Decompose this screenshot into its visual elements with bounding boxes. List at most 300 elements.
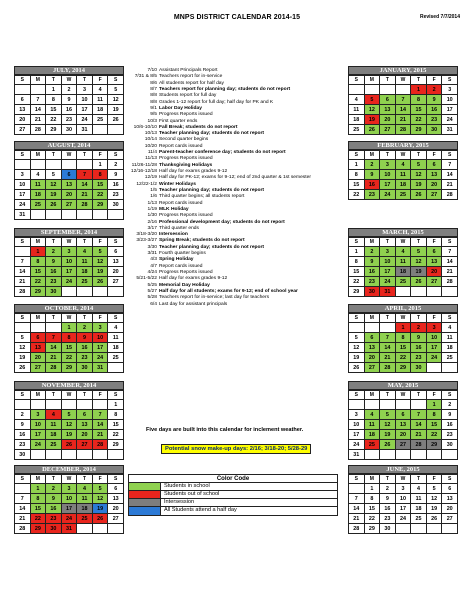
- day-cell: 17: [30, 430, 46, 440]
- event-date: 6/4: [150, 301, 157, 307]
- day-cell: 22: [61, 353, 77, 363]
- empty-day-cell: [92, 400, 108, 410]
- empty-day-cell: [349, 323, 365, 333]
- weekday-header: S: [442, 238, 458, 247]
- day-cell: 27: [426, 190, 442, 200]
- day-cell: 7: [46, 333, 62, 343]
- day-cell: 30: [46, 524, 62, 534]
- day-cell: 22: [411, 115, 427, 125]
- event-text: Professional development day; students do not report: [159, 219, 285, 225]
- weekday-header: M: [30, 391, 46, 400]
- legend-swatch-in-school: [129, 483, 161, 490]
- week-row: [349, 343, 458, 353]
- event-text: Half day for PK-12; exams for 9-12; end of 2nd quarter & 1st semester: [159, 175, 311, 181]
- day-cell: 26: [61, 440, 77, 450]
- day-cell: 7: [442, 247, 458, 257]
- day-cell: 24: [380, 190, 396, 200]
- week-row: [349, 494, 458, 504]
- month-calendar: [348, 465, 458, 534]
- event-text: Grades 1-12 report for full day; half day for PK and K: [159, 99, 274, 105]
- month-calendar: [14, 141, 124, 220]
- day-cell: 24: [61, 514, 77, 524]
- event-text: Assistant Principals Report: [159, 68, 218, 73]
- week-row: [349, 484, 458, 494]
- event-text: Teachers report for planning day; students do not report: [159, 86, 291, 92]
- day-cell: 1: [30, 484, 46, 494]
- day-cell: 20: [426, 180, 442, 190]
- day-cell: 5: [411, 160, 427, 170]
- day-cell: 10: [30, 420, 46, 430]
- week-row: [15, 115, 124, 125]
- event-text: Students report for full day: [159, 93, 217, 99]
- empty-day-cell: [46, 400, 62, 410]
- empty-day-cell: [30, 400, 46, 410]
- weekday-header: S: [349, 314, 365, 323]
- day-cell: 26: [426, 514, 442, 524]
- day-cell: 12: [108, 95, 124, 105]
- legend-label: All Students attend a half day: [164, 507, 237, 513]
- day-cell: 30: [364, 287, 380, 297]
- day-cell: 14: [15, 504, 31, 514]
- day-cell: 24: [395, 514, 411, 524]
- day-cell: 3: [92, 323, 108, 333]
- month-calendar: [348, 228, 458, 297]
- day-cell: 18: [395, 267, 411, 277]
- day-cell: 29: [364, 524, 380, 534]
- day-cell: 27: [364, 363, 380, 373]
- weekday-header: T: [46, 151, 62, 160]
- weekday-header: M: [30, 314, 46, 323]
- legend-label: Intersession: [164, 499, 195, 505]
- empty-day-cell: [108, 524, 124, 534]
- event-date: 10/3: [147, 118, 157, 124]
- day-cell: 23: [61, 115, 77, 125]
- day-cell: 28: [15, 524, 31, 534]
- week-row: [15, 323, 124, 333]
- day-cell: 3: [77, 85, 93, 95]
- day-cell: 12: [92, 494, 108, 504]
- week-row: [15, 514, 124, 524]
- empty-day-cell: [364, 323, 380, 333]
- day-cell: 13: [380, 105, 396, 115]
- weekday-header: W: [61, 238, 77, 247]
- empty-day-cell: [15, 400, 31, 410]
- day-cell: 19: [15, 353, 31, 363]
- day-cell: 12: [426, 494, 442, 504]
- day-cell: 7: [30, 95, 46, 105]
- day-cell: 31: [349, 450, 365, 460]
- empty-day-cell: [442, 450, 458, 460]
- empty-day-cell: [46, 210, 62, 220]
- day-cell: 31: [380, 287, 396, 297]
- day-cell: 12: [92, 257, 108, 267]
- month-header: APRIL, 2015: [348, 304, 458, 313]
- day-cell: 19: [364, 115, 380, 125]
- weekday-header: F: [426, 314, 442, 323]
- weekday-header: S: [442, 475, 458, 484]
- day-cell: 5: [46, 170, 62, 180]
- empty-day-cell: [426, 524, 442, 534]
- day-cell: 21: [380, 353, 396, 363]
- day-cell: 2: [46, 484, 62, 494]
- weekday-header: T: [46, 238, 62, 247]
- weekday-header: S: [442, 314, 458, 323]
- day-cell: 6: [15, 95, 31, 105]
- weekday-header: F: [92, 391, 108, 400]
- day-cell: 27: [77, 440, 93, 450]
- empty-day-cell: [108, 287, 124, 297]
- weekday-header: S: [349, 391, 365, 400]
- empty-day-cell: [380, 400, 396, 410]
- day-cell: 31: [442, 125, 458, 135]
- week-row: [15, 430, 124, 440]
- day-cell: 17: [349, 430, 365, 440]
- day-cell: 26: [92, 514, 108, 524]
- day-cell: 18: [30, 190, 46, 200]
- inclement-weather-note: Five days are built into this calendar for inclement weather.: [146, 427, 304, 433]
- month-calendar: [348, 304, 458, 373]
- week-row: [349, 257, 458, 267]
- day-cell: 24: [30, 440, 46, 450]
- day-cell: 4: [108, 323, 124, 333]
- day-cell: 15: [426, 420, 442, 430]
- week-row: [349, 105, 458, 115]
- day-cell: 25: [77, 514, 93, 524]
- day-cell: 12: [349, 343, 365, 353]
- day-cell: 21: [77, 190, 93, 200]
- day-cell: 29: [30, 287, 46, 297]
- week-row: [15, 494, 124, 504]
- day-cell: 18: [46, 430, 62, 440]
- day-cell: 9: [77, 333, 93, 343]
- day-cell: 13: [364, 343, 380, 353]
- event-text: Half day for exams grades 9-12: [159, 276, 228, 282]
- event-text: Progress Reports issued: [159, 270, 213, 275]
- month-header: OCTOBER, 2014: [14, 304, 124, 313]
- day-cell: 3: [380, 247, 396, 257]
- month-calendar: [348, 66, 458, 135]
- empty-day-cell: [108, 210, 124, 220]
- day-cell: 19: [411, 267, 427, 277]
- day-cell: 14: [411, 420, 427, 430]
- empty-day-cell: [349, 400, 365, 410]
- event-date: 10/20: [144, 143, 157, 149]
- event-text: Thanksgiving Holidays: [159, 162, 213, 168]
- week-row: [15, 287, 124, 297]
- day-cell: 12: [380, 420, 396, 430]
- week-row: [15, 524, 124, 534]
- day-cell: 30: [46, 287, 62, 297]
- day-cell: 6: [108, 484, 124, 494]
- event-date: 11/13: [145, 156, 157, 162]
- empty-day-cell: [108, 363, 124, 373]
- event-date: 9/5: [150, 112, 157, 118]
- day-cell: 28: [442, 277, 458, 287]
- day-cell: 26: [364, 125, 380, 135]
- event-date: 10/13: [144, 131, 157, 137]
- day-cell: 17: [77, 105, 93, 115]
- day-cell: 4: [77, 484, 93, 494]
- event-date: 3/17: [147, 225, 157, 231]
- day-cell: 24: [77, 115, 93, 125]
- weekday-header: F: [426, 391, 442, 400]
- day-cell: 18: [395, 180, 411, 190]
- day-cell: 6: [364, 333, 380, 343]
- day-cell: 19: [411, 180, 427, 190]
- empty-day-cell: [77, 400, 93, 410]
- week-row: [15, 267, 124, 277]
- day-cell: 23: [15, 440, 31, 450]
- day-cell: 3: [426, 323, 442, 333]
- weekday-header: M: [364, 475, 380, 484]
- day-cell: 8: [411, 95, 427, 105]
- day-cell: 2: [364, 160, 380, 170]
- week-row: [15, 400, 124, 410]
- day-cell: 7: [15, 494, 31, 504]
- weekday-header: S: [108, 238, 124, 247]
- empty-day-cell: [46, 450, 62, 460]
- weekday-header: F: [92, 475, 108, 484]
- day-cell: 23: [426, 115, 442, 125]
- day-cell: 22: [92, 190, 108, 200]
- empty-day-cell: [108, 450, 124, 460]
- event-date: 11/26-11/28: [131, 162, 157, 168]
- day-cell: 24: [349, 440, 365, 450]
- weekday-header: T: [411, 475, 427, 484]
- event-date: 12/19: [144, 175, 157, 181]
- day-cell: 26: [411, 277, 427, 287]
- day-cell: 30: [442, 440, 458, 450]
- day-cell: 14: [395, 105, 411, 115]
- empty-day-cell: [426, 450, 442, 460]
- legend-swatch-half-day: [129, 507, 161, 515]
- week-row: [15, 440, 124, 450]
- event-date: 3/18-3/20: [136, 232, 157, 238]
- day-cell: 28: [349, 524, 365, 534]
- week-row: [15, 200, 124, 210]
- day-cell: 29: [411, 125, 427, 135]
- week-row: [15, 247, 124, 257]
- event-text: Progress Reports issued: [159, 156, 213, 162]
- day-cell: 23: [46, 514, 62, 524]
- weekday-header: T: [380, 151, 396, 160]
- day-cell: 19: [349, 353, 365, 363]
- day-cell: 25: [46, 440, 62, 450]
- day-cell: 9: [426, 95, 442, 105]
- empty-day-cell: [92, 450, 108, 460]
- event-text: Last day for assistant principals: [159, 301, 228, 307]
- day-cell: 24: [61, 277, 77, 287]
- day-cell: 26: [411, 190, 427, 200]
- week-row: [349, 125, 458, 135]
- day-cell: 27: [108, 514, 124, 524]
- day-cell: 13: [426, 170, 442, 180]
- day-cell: 29: [349, 287, 365, 297]
- day-cell: 27: [426, 277, 442, 287]
- weekday-header: T: [411, 238, 427, 247]
- week-row: [15, 353, 124, 363]
- weekday-header: M: [30, 76, 46, 85]
- event-text: Report cards issued: [159, 200, 203, 206]
- day-cell: 28: [380, 363, 396, 373]
- day-cell: 24: [15, 200, 31, 210]
- weekday-header: M: [364, 314, 380, 323]
- day-cell: 14: [442, 257, 458, 267]
- week-row: [349, 333, 458, 343]
- event-text: Third quarter begins; all students report: [159, 194, 245, 200]
- day-cell: 17: [380, 267, 396, 277]
- day-cell: 30: [77, 363, 93, 373]
- day-cell: 15: [30, 267, 46, 277]
- legend-row: [129, 491, 337, 499]
- day-cell: 25: [92, 115, 108, 125]
- day-cell: 21: [15, 514, 31, 524]
- day-cell: 15: [349, 267, 365, 277]
- day-cell: 21: [349, 514, 365, 524]
- event-text: Progress Reports issued: [159, 213, 213, 219]
- day-cell: 27: [380, 125, 396, 135]
- day-cell: 24: [380, 277, 396, 287]
- empty-day-cell: [30, 85, 46, 95]
- weekday-header: F: [426, 238, 442, 247]
- month-header: MARCH, 2015: [348, 228, 458, 237]
- event-date: 1/30: [147, 213, 157, 219]
- day-cell: 23: [77, 353, 93, 363]
- day-cell: 28: [395, 125, 411, 135]
- day-cell: 13: [426, 257, 442, 267]
- day-cell: 30: [108, 200, 124, 210]
- week-row: [349, 95, 458, 105]
- day-cell: 25: [364, 440, 380, 450]
- empty-day-cell: [92, 524, 108, 534]
- day-cell: 25: [395, 190, 411, 200]
- event-text: Teachers report for in-service: [159, 74, 223, 80]
- day-cell: 14: [380, 343, 396, 353]
- day-cell: 16: [15, 430, 31, 440]
- day-cell: 4: [349, 95, 365, 105]
- week-row: [15, 85, 124, 95]
- event-date: 5/25: [147, 282, 157, 288]
- day-cell: 17: [61, 504, 77, 514]
- empty-day-cell: [395, 85, 411, 95]
- day-cell: 22: [349, 277, 365, 287]
- day-cell: 17: [442, 105, 458, 115]
- empty-day-cell: [395, 287, 411, 297]
- day-cell: 12: [46, 180, 62, 190]
- day-cell: 8: [426, 410, 442, 420]
- day-cell: 15: [61, 343, 77, 353]
- event-date: 7/31 & 8/5: [134, 74, 157, 80]
- weekday-header: S: [15, 151, 31, 160]
- day-cell: 31: [77, 125, 93, 135]
- month-header: MAY, 2015: [348, 381, 458, 390]
- week-row: [15, 343, 124, 353]
- day-cell: 27: [15, 125, 31, 135]
- empty-day-cell: [30, 450, 46, 460]
- day-cell: 20: [380, 115, 396, 125]
- month-header: AUGUST, 2014: [14, 141, 124, 150]
- week-row: [349, 440, 458, 450]
- day-cell: 1: [349, 160, 365, 170]
- day-cell: 9: [108, 170, 124, 180]
- day-cell: 11: [92, 95, 108, 105]
- day-cell: 4: [92, 85, 108, 95]
- day-cell: 10: [426, 333, 442, 343]
- day-cell: 14: [15, 267, 31, 277]
- event-date: 3/23-3/27: [136, 238, 157, 244]
- day-cell: 2: [380, 484, 396, 494]
- weekday-header: M: [364, 391, 380, 400]
- day-cell: 21: [92, 430, 108, 440]
- weekday-header: F: [92, 76, 108, 85]
- day-cell: 10: [92, 333, 108, 343]
- day-cell: 27: [442, 514, 458, 524]
- day-cell: 18: [411, 504, 427, 514]
- day-cell: 3: [349, 410, 365, 420]
- day-cell: 14: [349, 504, 365, 514]
- day-cell: 15: [30, 504, 46, 514]
- day-cell: 4: [395, 247, 411, 257]
- day-cell: 11: [442, 333, 458, 343]
- weekday-header: S: [15, 238, 31, 247]
- weekday-header: F: [92, 238, 108, 247]
- day-cell: 18: [442, 343, 458, 353]
- day-cell: 16: [442, 420, 458, 430]
- empty-day-cell: [442, 363, 458, 373]
- day-cell: 8: [46, 95, 62, 105]
- day-cell: 12: [364, 105, 380, 115]
- empty-day-cell: [108, 125, 124, 135]
- day-cell: 20: [395, 430, 411, 440]
- day-cell: 2: [364, 247, 380, 257]
- weekday-header: T: [380, 76, 396, 85]
- month-calendar: [14, 381, 124, 460]
- day-cell: 7: [349, 494, 365, 504]
- event-date: 4/24: [147, 270, 157, 275]
- event-text: Parent-teacher conference day; students do not report: [159, 150, 286, 156]
- day-cell: 13: [15, 105, 31, 115]
- day-cell: 21: [442, 180, 458, 190]
- event-text: Fall Break; students do not report: [159, 124, 238, 130]
- empty-day-cell: [364, 450, 380, 460]
- day-cell: 21: [395, 115, 411, 125]
- day-cell: 26: [349, 363, 365, 373]
- empty-day-cell: [364, 400, 380, 410]
- day-cell: 1: [364, 484, 380, 494]
- weekday-header: W: [395, 391, 411, 400]
- day-cell: 22: [364, 514, 380, 524]
- empty-day-cell: [349, 85, 365, 95]
- day-cell: 18: [77, 504, 93, 514]
- week-row: [15, 95, 124, 105]
- day-cell: 4: [411, 484, 427, 494]
- day-cell: 5: [92, 247, 108, 257]
- week-row: [15, 190, 124, 200]
- day-cell: 11: [77, 257, 93, 267]
- day-cell: 29: [30, 524, 46, 534]
- day-cell: 27: [61, 200, 77, 210]
- empty-day-cell: [46, 323, 62, 333]
- day-cell: 16: [61, 105, 77, 115]
- day-cell: 18: [364, 430, 380, 440]
- week-row: [15, 257, 124, 267]
- weekday-header: S: [15, 475, 31, 484]
- weekday-header: T: [411, 314, 427, 323]
- day-cell: 2: [77, 323, 93, 333]
- legend-row: [129, 483, 337, 491]
- day-cell: 10: [349, 420, 365, 430]
- week-row: [15, 210, 124, 220]
